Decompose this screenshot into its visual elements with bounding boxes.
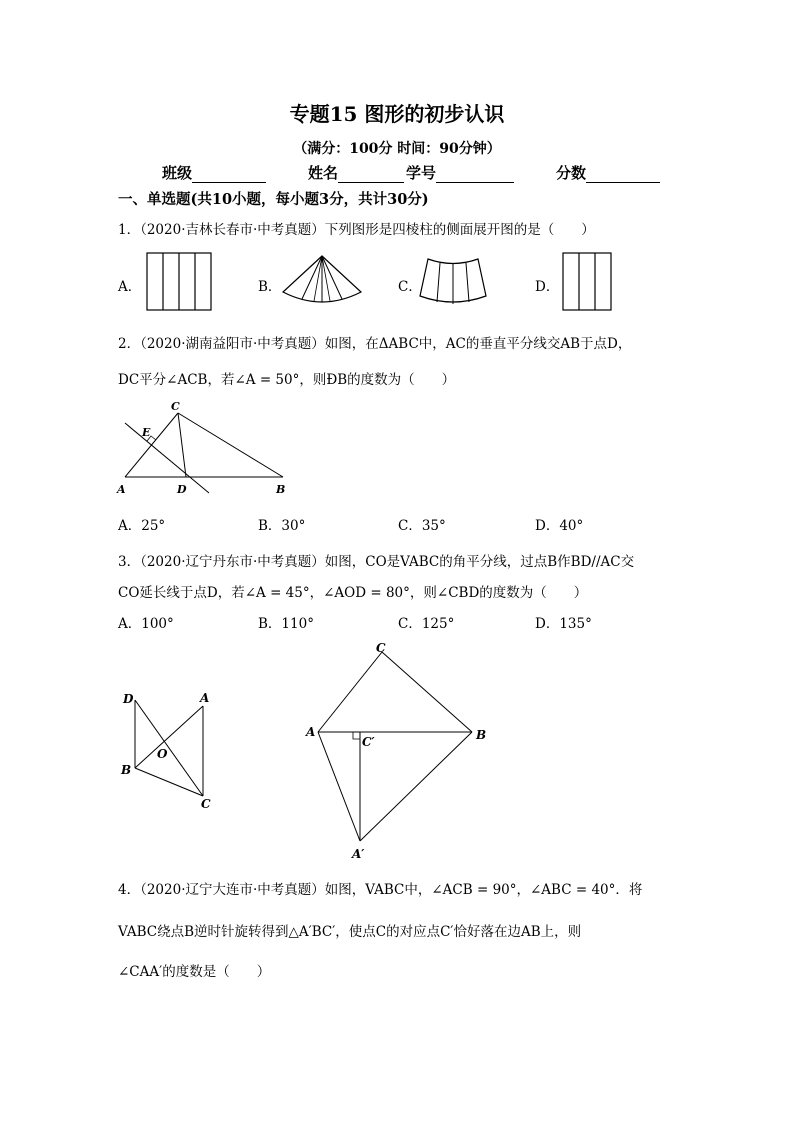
q3-figure — [115, 688, 225, 813]
q2-figure — [115, 398, 295, 498]
q1-figure-c — [418, 256, 488, 308]
q2-perpendicular-bisector — [125, 423, 209, 493]
q1-figure-b — [280, 254, 364, 306]
q3-option-a[interactable]: A．100° — [118, 616, 174, 632]
q2-segment-dc — [178, 413, 186, 477]
q4-label-a-prime: A′ — [352, 847, 365, 861]
class-label: 班级 — [162, 164, 193, 182]
q2-option-b[interactable]: B．30° — [258, 518, 306, 534]
q4-side-cb — [382, 652, 472, 732]
q2-option-a[interactable]: A．25° — [118, 518, 166, 534]
q1-figure-d — [562, 252, 612, 312]
score-label: 分数 — [556, 164, 587, 182]
q2-option-c[interactable]: C．35° — [398, 518, 446, 534]
q3-segment-ab — [135, 706, 203, 768]
q3-option-d[interactable]: D．135° — [535, 616, 592, 632]
name-field — [308, 162, 404, 183]
q1-text: 1．（2020·吉林长春市·中考真题）下列图形是四棱柱的侧面展开图的是（ ） — [118, 222, 595, 238]
q3-label-d: D — [123, 692, 134, 706]
q4-side-ac — [318, 652, 382, 732]
q4-segment-a1b — [360, 732, 472, 841]
name-blank[interactable] — [338, 166, 404, 183]
q1-option-a[interactable]: A． — [118, 279, 142, 295]
q3-label-o: O — [157, 747, 168, 761]
section-heading: 一、单选题(共10小题，每小题3分，共计30分) — [118, 191, 429, 208]
q2-line1: 2．（2020·湖南益阳市·中考真题）如图，在ΔABC中，AC的垂直平分线交AB于点D， — [118, 336, 632, 352]
q4-line3: ∠CAA′的度数是（ ） — [118, 964, 271, 980]
number-label: 学号 — [406, 164, 437, 182]
q1-option-c[interactable]: C． — [398, 279, 422, 295]
q1-option-b[interactable]: B． — [258, 279, 282, 295]
q4-label-c-prime: C′ — [362, 735, 375, 749]
q2-label-c: C — [171, 400, 180, 413]
q2-label-a: A — [117, 483, 126, 496]
name-label: 姓名 — [308, 164, 339, 182]
q1-figure-a — [146, 252, 212, 312]
q4-figure — [300, 636, 500, 864]
q3-line2: CO延长线于点D，若∠A = 45°，∠AOD = 80°，则∠CBD的度数为（ ） — [118, 585, 588, 601]
q3-option-c[interactable]: C．125° — [398, 616, 455, 632]
q3-label-b: B — [121, 763, 132, 777]
q2-line2: DC平分∠ACB，若∠A = 50°，则ÐB的度数为（ ） — [118, 372, 456, 388]
exam-subtitle: （满分：100分 时间：90分钟） — [293, 141, 501, 157]
q4-line2: VABC绕点B逆时针旋转得到△A′BC′，使点C的对应点C′恰好落在边AB上，则 — [118, 924, 582, 940]
page-title: 专题15 图形的初步认识 — [289, 102, 505, 126]
number-field — [406, 162, 514, 183]
class-blank[interactable] — [192, 166, 266, 183]
q1-option-d[interactable]: D． — [535, 279, 560, 295]
score-field — [556, 162, 660, 183]
q4-label-b: B — [476, 728, 487, 742]
q2-option-d[interactable]: D．40° — [535, 518, 584, 534]
q2-label-b: B — [276, 483, 286, 496]
number-blank[interactable] — [436, 166, 514, 183]
q2-label-e: E — [142, 426, 151, 439]
q4-segment-aa1 — [318, 732, 360, 841]
q3-label-c: C — [201, 797, 211, 811]
q4-label-c: C — [376, 641, 386, 655]
q2-label-d: D — [177, 483, 187, 496]
q3-line1: 3．（2020·辽宁丹东市·中考真题）如图，CO是VABC的角平分线，过点B作BD//AC交 — [118, 554, 635, 570]
score-blank[interactable] — [586, 166, 660, 183]
q4-line1: 4．（2020·辽宁大连市·中考真题）如图，VABC中，∠ACB = 90°，∠ABC = 40°．将 — [118, 882, 643, 898]
q4-right-angle-mark — [353, 732, 360, 739]
q3-label-a: A — [200, 691, 210, 705]
q4-label-a: A — [306, 725, 316, 739]
q2-side-cb — [178, 413, 283, 477]
class-field — [162, 162, 266, 183]
q3-option-b[interactable]: B．110° — [258, 616, 314, 632]
